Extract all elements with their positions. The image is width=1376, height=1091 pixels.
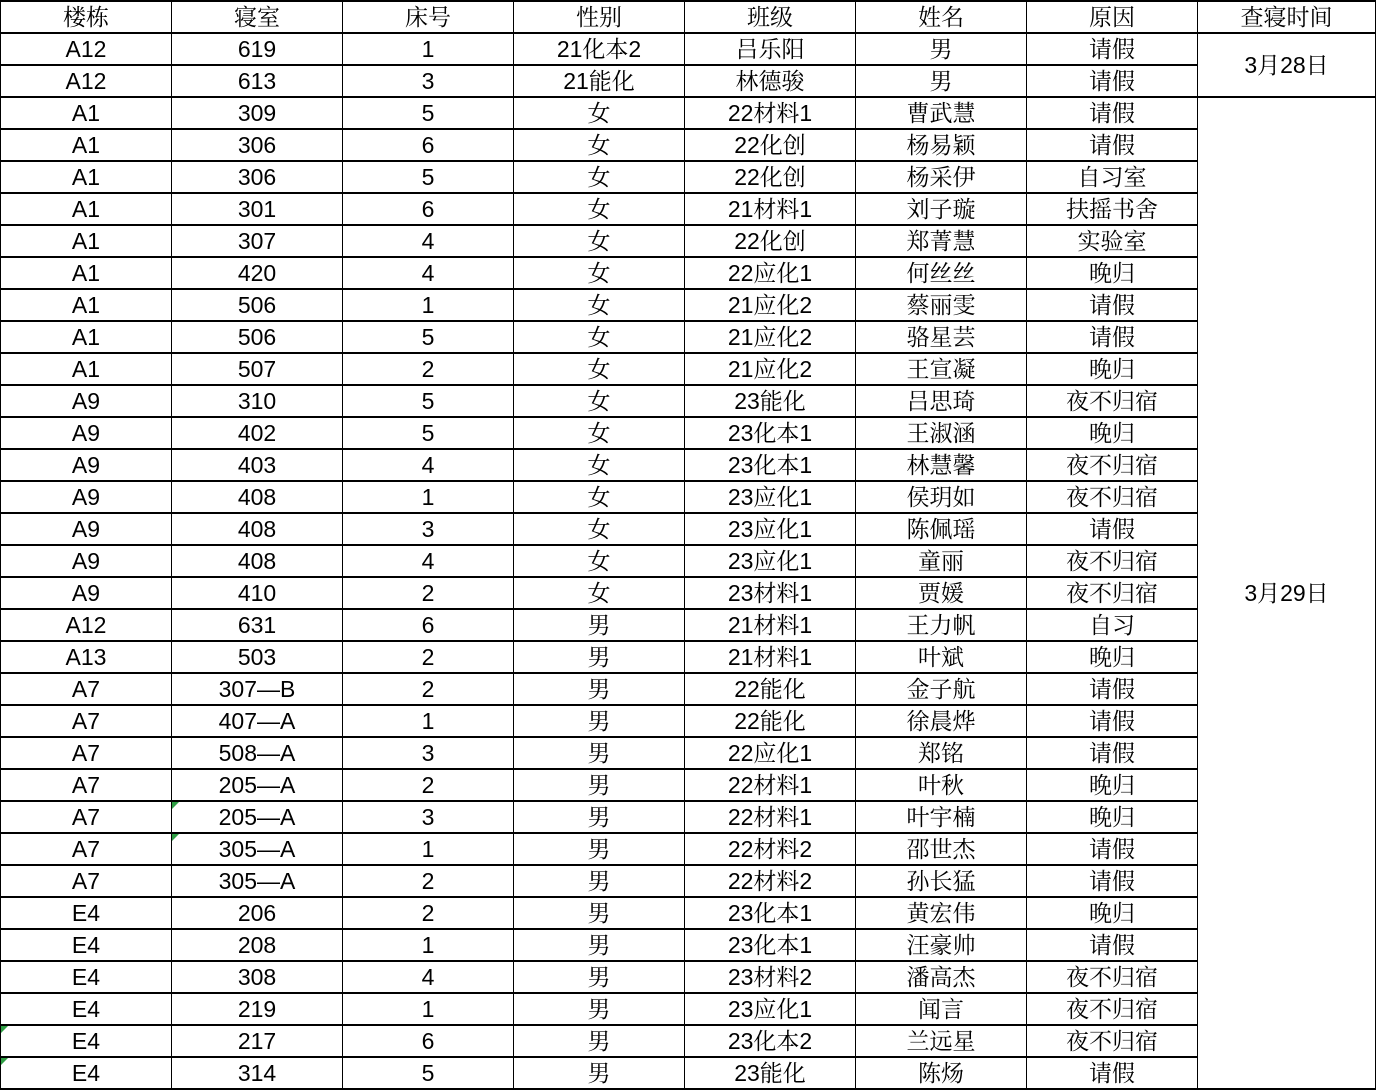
cell-building[interactable]: A9 bbox=[1, 513, 172, 545]
cell-bed[interactable]: 4 bbox=[343, 257, 514, 289]
cell-reason[interactable]: 请假 bbox=[1027, 65, 1198, 97]
cell-class[interactable]: 23应化1 bbox=[685, 481, 856, 513]
cell-reason[interactable]: 晚归 bbox=[1027, 417, 1198, 449]
table-row bbox=[1, 737, 1376, 769]
cell-class[interactable]: 23化本1 bbox=[685, 897, 856, 929]
cell-reason[interactable]: 夜不归宿 bbox=[1027, 961, 1198, 993]
cell-room[interactable]: 308 bbox=[172, 961, 343, 993]
cell-building[interactable]: A9 bbox=[1, 545, 172, 577]
cell-class[interactable]: 22能化 bbox=[685, 673, 856, 705]
table-row bbox=[1, 193, 1376, 225]
cell-class[interactable]: 22化创 bbox=[685, 161, 856, 193]
cell-building[interactable]: A1 bbox=[1, 193, 172, 225]
cell-reason[interactable]: 请假 bbox=[1027, 673, 1198, 705]
cell-class[interactable]: 22材料1 bbox=[685, 97, 856, 129]
table-row bbox=[1, 289, 1376, 321]
cell-class[interactable]: 22应化1 bbox=[685, 737, 856, 769]
cell-reason[interactable]: 实验室 bbox=[1027, 225, 1198, 257]
cell-class[interactable]: 22化创 bbox=[685, 225, 856, 257]
cell-gender[interactable]: 男 bbox=[514, 705, 685, 737]
cell-reason[interactable]: 请假 bbox=[1027, 705, 1198, 737]
cell-room[interactable]: 309 bbox=[172, 97, 343, 129]
table-row bbox=[1, 993, 1376, 1025]
cell-bed[interactable]: 4 bbox=[343, 225, 514, 257]
cell-room[interactable]: 208 bbox=[172, 929, 343, 961]
cell-class[interactable]: 22材料2 bbox=[685, 833, 856, 865]
cell-reason[interactable]: 夜不归宿 bbox=[1027, 545, 1198, 577]
column-header-check-time[interactable]: 查寝时间 bbox=[1198, 1, 1376, 33]
table-row bbox=[1, 65, 1376, 97]
column-header-name[interactable]: 姓名 bbox=[856, 1, 1027, 33]
cell-name[interactable]: 侯玥如 bbox=[856, 481, 1027, 513]
cell-class[interactable]: 23应化1 bbox=[685, 545, 856, 577]
cell-gender[interactable]: 女 bbox=[514, 289, 685, 321]
cell-room[interactable]: 305—A bbox=[172, 833, 343, 865]
cell-bed[interactable]: 1 bbox=[343, 33, 514, 65]
table-row bbox=[1, 449, 1376, 481]
cell-bed[interactable]: 2 bbox=[343, 641, 514, 673]
table-row bbox=[1, 385, 1376, 417]
cell-reason[interactable]: 夜不归宿 bbox=[1027, 993, 1198, 1025]
cell-bed[interactable]: 5 bbox=[343, 1057, 514, 1089]
table-row bbox=[1, 673, 1376, 705]
cell-room[interactable]: 307 bbox=[172, 225, 343, 257]
cell-building[interactable]: A7 bbox=[1, 801, 172, 833]
cell-room[interactable]: 506 bbox=[172, 321, 343, 353]
cell-name[interactable]: 邵世杰 bbox=[856, 833, 1027, 865]
cell-name[interactable]: 林慧馨 bbox=[856, 449, 1027, 481]
cell-name[interactable]: 孙长猛 bbox=[856, 865, 1027, 897]
cell-building[interactable]: E4 bbox=[1, 1025, 172, 1057]
cell-building[interactable]: E4 bbox=[1, 961, 172, 993]
column-header-bed[interactable]: 床号 bbox=[343, 1, 514, 33]
cell-name[interactable]: 骆星芸 bbox=[856, 321, 1027, 353]
cell-bed[interactable]: 1 bbox=[343, 993, 514, 1025]
cell-building[interactable]: A1 bbox=[1, 225, 172, 257]
cell-gender[interactable]: 女 bbox=[514, 161, 685, 193]
cell-class[interactable]: 23化本1 bbox=[685, 417, 856, 449]
cell-room[interactable]: 420 bbox=[172, 257, 343, 289]
cell-building[interactable]: A9 bbox=[1, 481, 172, 513]
cell-building[interactable]: A9 bbox=[1, 577, 172, 609]
cell-room[interactable]: 506 bbox=[172, 289, 343, 321]
cell-bed[interactable]: 1 bbox=[343, 833, 514, 865]
green-triangle-icon bbox=[1, 1058, 8, 1065]
table-row bbox=[1, 641, 1376, 673]
cell-building[interactable]: A7 bbox=[1, 833, 172, 865]
cell-reason[interactable]: 晚归 bbox=[1027, 801, 1198, 833]
cell-room[interactable]: 314 bbox=[172, 1057, 343, 1089]
cell-bed[interactable]: 6 bbox=[343, 129, 514, 161]
cell-gender[interactable]: 女 bbox=[514, 385, 685, 417]
column-header-room[interactable]: 寝室 bbox=[172, 1, 343, 33]
table-row bbox=[1, 481, 1376, 513]
cell-bed[interactable]: 4 bbox=[343, 545, 514, 577]
cell-bed[interactable]: 5 bbox=[343, 97, 514, 129]
table-row bbox=[1, 97, 1376, 129]
cell-class[interactable]: 23应化1 bbox=[685, 993, 856, 1025]
cell-name[interactable]: 金子航 bbox=[856, 673, 1027, 705]
cell-reason[interactable]: 晚归 bbox=[1027, 257, 1198, 289]
column-header-building[interactable]: 楼栋 bbox=[1, 1, 172, 33]
cell-gender[interactable]: 女 bbox=[514, 97, 685, 129]
cell-bed[interactable]: 5 bbox=[343, 321, 514, 353]
cell-reason[interactable]: 请假 bbox=[1027, 737, 1198, 769]
column-header-gender[interactable]: 性别 bbox=[514, 1, 685, 33]
cell-class[interactable]: 23化本1 bbox=[685, 929, 856, 961]
table-row bbox=[1, 129, 1376, 161]
cell-gender[interactable]: 女 bbox=[514, 577, 685, 609]
cell-name[interactable]: 郑菁慧 bbox=[856, 225, 1027, 257]
cell-gender[interactable]: 女 bbox=[514, 321, 685, 353]
cell-bed[interactable]: 3 bbox=[343, 801, 514, 833]
cell-name[interactable]: 蔡丽雯 bbox=[856, 289, 1027, 321]
table-row bbox=[1, 961, 1376, 993]
cell-bed[interactable]: 1 bbox=[343, 481, 514, 513]
cell-name[interactable]: 贾媛 bbox=[856, 577, 1027, 609]
cell-room[interactable]: 508—A bbox=[172, 737, 343, 769]
column-header-reason[interactable]: 原因 bbox=[1027, 1, 1198, 33]
cell-bed[interactable]: 3 bbox=[343, 737, 514, 769]
cell-gender[interactable]: 男 bbox=[514, 609, 685, 641]
cell-name[interactable]: 王宣凝 bbox=[856, 353, 1027, 385]
cell-class[interactable]: 林德骏 bbox=[685, 65, 856, 97]
cell-name[interactable]: 兰远星 bbox=[856, 1025, 1027, 1057]
cell-room[interactable]: 219 bbox=[172, 993, 343, 1025]
cell-building[interactable]: E4 bbox=[1, 897, 172, 929]
cell-reason[interactable]: 扶摇书舍 bbox=[1027, 193, 1198, 225]
cell-name[interactable]: 王淑涵 bbox=[856, 417, 1027, 449]
cell-building[interactable]: A1 bbox=[1, 257, 172, 289]
cell-reason[interactable]: 请假 bbox=[1027, 129, 1198, 161]
cell-bed[interactable]: 6 bbox=[343, 193, 514, 225]
cell-building[interactable]: A9 bbox=[1, 417, 172, 449]
cell-reason[interactable]: 夜不归宿 bbox=[1027, 577, 1198, 609]
column-header-class[interactable]: 班级 bbox=[685, 1, 856, 33]
cell-gender[interactable]: 男 bbox=[514, 1025, 685, 1057]
cell-building[interactable]: A7 bbox=[1, 769, 172, 801]
cell-name[interactable]: 叶宇楠 bbox=[856, 801, 1027, 833]
table-row bbox=[1, 801, 1376, 833]
cell-name[interactable]: 叶秋 bbox=[856, 769, 1027, 801]
cell-building[interactable]: A1 bbox=[1, 289, 172, 321]
table-row bbox=[1, 161, 1376, 193]
cell-room[interactable]: 503 bbox=[172, 641, 343, 673]
cell-class[interactable]: 22材料1 bbox=[685, 769, 856, 801]
cell-gender[interactable]: 女 bbox=[514, 417, 685, 449]
cell-building[interactable]: A7 bbox=[1, 673, 172, 705]
cell-class[interactable]: 23化本1 bbox=[685, 449, 856, 481]
cell-class[interactable]: 22化创 bbox=[685, 129, 856, 161]
cell-name[interactable]: 刘子璇 bbox=[856, 193, 1027, 225]
cell-reason[interactable]: 请假 bbox=[1027, 1057, 1198, 1089]
cell-bed[interactable]: 1 bbox=[343, 289, 514, 321]
cell-class[interactable]: 21材料1 bbox=[685, 609, 856, 641]
cell-gender[interactable]: 男 bbox=[514, 673, 685, 705]
cell-bed[interactable]: 5 bbox=[343, 417, 514, 449]
cell-name[interactable]: 潘高杰 bbox=[856, 961, 1027, 993]
cell-class[interactable]: 21应化2 bbox=[685, 353, 856, 385]
cell-class[interactable]: 23能化 bbox=[685, 385, 856, 417]
cell-name[interactable]: 陈佩瑶 bbox=[856, 513, 1027, 545]
table-row bbox=[1, 33, 1376, 65]
cell-bed[interactable]: 6 bbox=[343, 1025, 514, 1057]
table-body bbox=[1, 33, 1376, 1089]
cell-class[interactable]: 21应化2 bbox=[685, 321, 856, 353]
cell-name[interactable]: 杨采伊 bbox=[856, 161, 1027, 193]
cell-name[interactable]: 王力帆 bbox=[856, 609, 1027, 641]
cell-gender[interactable]: 男 bbox=[514, 1057, 685, 1089]
table-row bbox=[1, 257, 1376, 289]
cell-room[interactable]: 408 bbox=[172, 545, 343, 577]
table-row bbox=[1, 897, 1376, 929]
cell-reason[interactable]: 请假 bbox=[1027, 513, 1198, 545]
cell-class[interactable]: 23能化 bbox=[685, 1057, 856, 1089]
cell-name[interactable]: 童丽 bbox=[856, 545, 1027, 577]
green-triangle-icon bbox=[172, 834, 179, 841]
cell-class[interactable]: 21材料1 bbox=[685, 641, 856, 673]
table-row bbox=[1, 929, 1376, 961]
cell-gender[interactable]: 女 bbox=[514, 129, 685, 161]
cell-building[interactable]: A7 bbox=[1, 705, 172, 737]
cell-gender[interactable]: 男 bbox=[514, 865, 685, 897]
cell-class[interactable]: 23材料2 bbox=[685, 961, 856, 993]
cell-bed[interactable]: 2 bbox=[343, 353, 514, 385]
cell-room[interactable]: 402 bbox=[172, 417, 343, 449]
cell-room[interactable]: 301 bbox=[172, 193, 343, 225]
cell-building[interactable]: A9 bbox=[1, 385, 172, 417]
cell-bed[interactable]: 2 bbox=[343, 577, 514, 609]
cell-gender[interactable]: 男 bbox=[514, 641, 685, 673]
cell-gender[interactable]: 女 bbox=[514, 481, 685, 513]
cell-name[interactable]: 曹武慧 bbox=[856, 97, 1027, 129]
table-row bbox=[1, 769, 1376, 801]
cell-room[interactable]: 306 bbox=[172, 129, 343, 161]
cell-room[interactable]: 507 bbox=[172, 353, 343, 385]
cell-gender[interactable]: 女 bbox=[514, 449, 685, 481]
cell-building[interactable]: E4 bbox=[1, 929, 172, 961]
cell-gender[interactable]: 女 bbox=[514, 545, 685, 577]
cell-building[interactable]: A1 bbox=[1, 353, 172, 385]
cell-name[interactable]: 何丝丝 bbox=[856, 257, 1027, 289]
cell-room[interactable]: 205—A bbox=[172, 769, 343, 801]
cell-gender[interactable]: 女 bbox=[514, 257, 685, 289]
cell-room[interactable]: 408 bbox=[172, 481, 343, 513]
cell-reason[interactable]: 请假 bbox=[1027, 33, 1198, 65]
table-row bbox=[1, 833, 1376, 865]
cell-bed[interactable]: 2 bbox=[343, 897, 514, 929]
cell-reason[interactable]: 请假 bbox=[1027, 289, 1198, 321]
cell-building[interactable]: A1 bbox=[1, 97, 172, 129]
cell-bed[interactable]: 4 bbox=[343, 961, 514, 993]
cell-name[interactable]: 陈炀 bbox=[856, 1057, 1027, 1089]
green-triangle-icon bbox=[172, 802, 179, 809]
cell-building[interactable]: A9 bbox=[1, 449, 172, 481]
cell-reason[interactable]: 自习 bbox=[1027, 609, 1198, 641]
cell-name[interactable]: 郑铭 bbox=[856, 737, 1027, 769]
cell-building[interactable]: A12 bbox=[1, 33, 172, 65]
cell-building[interactable]: A1 bbox=[1, 321, 172, 353]
cell-building[interactable]: A1 bbox=[1, 129, 172, 161]
header-row bbox=[1, 1, 1376, 33]
cell-bed[interactable]: 3 bbox=[343, 65, 514, 97]
cell-bed[interactable]: 6 bbox=[343, 609, 514, 641]
cell-bed[interactable]: 1 bbox=[343, 929, 514, 961]
table-row bbox=[1, 513, 1376, 545]
cell-reason[interactable]: 晚归 bbox=[1027, 641, 1198, 673]
cell-name[interactable]: 杨易颖 bbox=[856, 129, 1027, 161]
cell-building[interactable]: A13 bbox=[1, 641, 172, 673]
cell-class[interactable]: 23应化1 bbox=[685, 513, 856, 545]
cell-reason[interactable]: 夜不归宿 bbox=[1027, 449, 1198, 481]
cell-reason[interactable]: 晚归 bbox=[1027, 353, 1198, 385]
cell-bed[interactable]: 2 bbox=[343, 865, 514, 897]
cell-name[interactable]: 黄宏伟 bbox=[856, 897, 1027, 929]
table-row bbox=[1, 609, 1376, 641]
cell-gender[interactable]: 男 bbox=[514, 833, 685, 865]
cell-room[interactable]: 205—A bbox=[172, 801, 343, 833]
cell-name[interactable]: 徐晨烨 bbox=[856, 705, 1027, 737]
cell-class[interactable]: 22材料2 bbox=[685, 865, 856, 897]
cell-reason[interactable]: 夜不归宿 bbox=[1027, 1025, 1198, 1057]
table-row bbox=[1, 577, 1376, 609]
cell-class[interactable]: 21应化2 bbox=[685, 289, 856, 321]
cell-reason[interactable]: 夜不归宿 bbox=[1027, 385, 1198, 417]
cell-reason[interactable]: 请假 bbox=[1027, 929, 1198, 961]
cell-building[interactable]: E4 bbox=[1, 1057, 172, 1089]
cell-name[interactable]: 闻言 bbox=[856, 993, 1027, 1025]
cell-building[interactable]: A7 bbox=[1, 737, 172, 769]
cell-room[interactable]: 310 bbox=[172, 385, 343, 417]
cell-class[interactable]: 吕乐阳 bbox=[685, 33, 856, 65]
table-row bbox=[1, 1025, 1376, 1057]
cell-reason[interactable]: 晚归 bbox=[1027, 897, 1198, 929]
cell-name[interactable]: 吕思琦 bbox=[856, 385, 1027, 417]
cell-class[interactable]: 22应化1 bbox=[685, 257, 856, 289]
cell-room[interactable]: 613 bbox=[172, 65, 343, 97]
cell-reason[interactable]: 晚归 bbox=[1027, 769, 1198, 801]
table-row bbox=[1, 865, 1376, 897]
cell-room[interactable]: 619 bbox=[172, 33, 343, 65]
cell-room[interactable]: 410 bbox=[172, 577, 343, 609]
table-row bbox=[1, 1057, 1376, 1089]
cell-reason[interactable]: 请假 bbox=[1027, 865, 1198, 897]
cell-building[interactable]: A1 bbox=[1, 161, 172, 193]
cell-room[interactable]: 306 bbox=[172, 161, 343, 193]
cell-bed[interactable]: 2 bbox=[343, 769, 514, 801]
cell-room[interactable]: 206 bbox=[172, 897, 343, 929]
cell-gender[interactable]: 男 bbox=[514, 929, 685, 961]
cell-name[interactable]: 男 bbox=[856, 65, 1027, 97]
cell-class[interactable]: 22材料1 bbox=[685, 801, 856, 833]
cell-gender[interactable]: 男 bbox=[514, 993, 685, 1025]
cell-reason[interactable]: 自习室 bbox=[1027, 161, 1198, 193]
cell-gender[interactable]: 21化本2 bbox=[514, 33, 685, 65]
cell-gender[interactable]: 男 bbox=[514, 961, 685, 993]
cell-gender[interactable]: 女 bbox=[514, 513, 685, 545]
cell-room[interactable]: 307—B bbox=[172, 673, 343, 705]
cell-class[interactable]: 23材料1 bbox=[685, 577, 856, 609]
cell-bed[interactable]: 1 bbox=[343, 705, 514, 737]
cell-room[interactable]: 408 bbox=[172, 513, 343, 545]
cell-reason[interactable]: 请假 bbox=[1027, 97, 1198, 129]
cell-room[interactable]: 403 bbox=[172, 449, 343, 481]
cell-gender[interactable]: 男 bbox=[514, 769, 685, 801]
table-row bbox=[1, 353, 1376, 385]
cell-room[interactable]: 305—A bbox=[172, 865, 343, 897]
table-row bbox=[1, 705, 1376, 737]
cell-building[interactable]: E4 bbox=[1, 993, 172, 1025]
cell-room[interactable]: 217 bbox=[172, 1025, 343, 1057]
cell-building[interactable]: A12 bbox=[1, 65, 172, 97]
cell-gender[interactable]: 男 bbox=[514, 897, 685, 929]
cell-class[interactable]: 21材料1 bbox=[685, 193, 856, 225]
cell-building[interactable]: A12 bbox=[1, 609, 172, 641]
green-triangle-icon bbox=[1, 1026, 8, 1033]
cell-bed[interactable]: 3 bbox=[343, 513, 514, 545]
cell-name[interactable]: 叶斌 bbox=[856, 641, 1027, 673]
cell-bed[interactable]: 5 bbox=[343, 161, 514, 193]
cell-gender[interactable]: 21能化 bbox=[514, 65, 685, 97]
cell-gender[interactable]: 男 bbox=[514, 737, 685, 769]
cell-gender[interactable]: 女 bbox=[514, 193, 685, 225]
cell-room[interactable]: 631 bbox=[172, 609, 343, 641]
cell-gender[interactable]: 女 bbox=[514, 353, 685, 385]
cell-class[interactable]: 23化本2 bbox=[685, 1025, 856, 1057]
cell-class[interactable]: 22能化 bbox=[685, 705, 856, 737]
table-row bbox=[1, 225, 1376, 257]
cell-building[interactable]: A7 bbox=[1, 865, 172, 897]
cell-check-date[interactable]: 3月29日 bbox=[1198, 97, 1376, 1089]
cell-reason[interactable]: 请假 bbox=[1027, 833, 1198, 865]
cell-bed[interactable]: 4 bbox=[343, 449, 514, 481]
cell-name[interactable]: 男 bbox=[856, 33, 1027, 65]
cell-bed[interactable]: 2 bbox=[343, 673, 514, 705]
cell-gender[interactable]: 女 bbox=[514, 225, 685, 257]
cell-reason[interactable]: 夜不归宿 bbox=[1027, 481, 1198, 513]
cell-room[interactable]: 407—A bbox=[172, 705, 343, 737]
cell-bed[interactable]: 5 bbox=[343, 385, 514, 417]
cell-check-date[interactable]: 3月28日 bbox=[1198, 33, 1376, 97]
cell-gender[interactable]: 男 bbox=[514, 801, 685, 833]
table-row bbox=[1, 417, 1376, 449]
table-row bbox=[1, 545, 1376, 577]
cell-reason[interactable]: 请假 bbox=[1027, 321, 1198, 353]
cell-name[interactable]: 汪豪帅 bbox=[856, 929, 1027, 961]
table-row bbox=[1, 321, 1376, 353]
